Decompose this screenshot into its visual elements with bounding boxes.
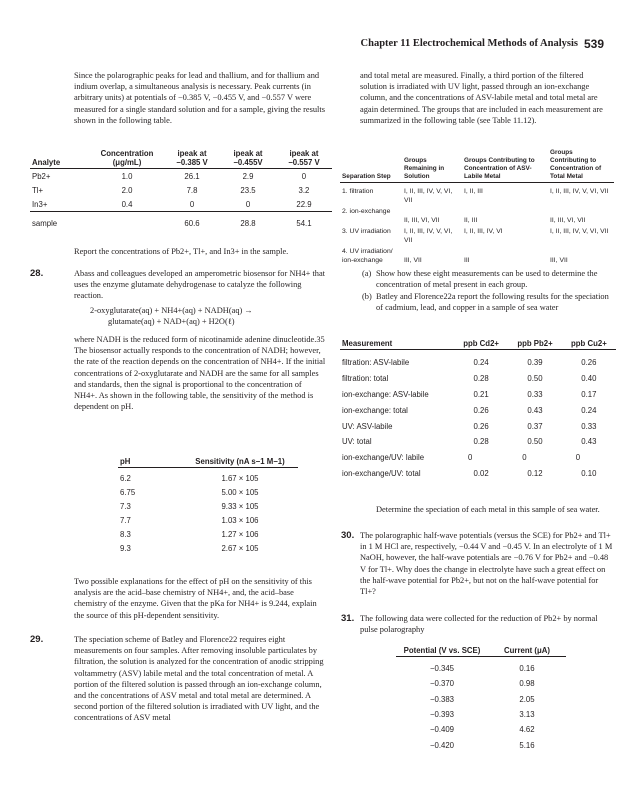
table-row: filtration: ASV-labile 0.24 0.39 0.26	[342, 358, 597, 368]
table1-header-ipeak3: ipeak at −0.557 V	[288, 149, 320, 167]
table1-header-ipeak1: ipeak at −0.385 V	[176, 149, 208, 167]
table-row: 2. ion-exchange II, III, VI, VII II, III II, III, VI, VII	[342, 208, 586, 224]
speciation-instruction: Determine the speciation of each metal in this sample of sea water.	[376, 505, 600, 514]
reaction-equation-line1: 2-oxyglutarate(aq) + NH4+(aq) + NADH(aq) →	[90, 306, 253, 315]
table-row: UV: ASV-labile 0.26 0.37 0.33	[342, 421, 597, 431]
problem-number-29: 29.	[30, 634, 44, 645]
table3-header-asv: Groups Contributing to Concentration of ASV- Labile Metal	[464, 157, 535, 180]
table-row: ion-exchange/UV: total 0.02 0.12 0.10	[342, 468, 597, 478]
table1-header-analyte: Analyte	[32, 158, 61, 167]
table-row: sample 60.6 28.8 54.1	[30, 212, 332, 231]
problem-30-text: The polarographic half-wave potentials (versus the SCE) for Pb2+ and Tl+ in 1 M HCl are, respectively, −0.44 V and −0.45 V. In an electrolyte of 1 M NaOH, however, the half-wave potentials are −0.76 V for Pb2+ and −0.48 V for Tl+. Why does the change in electrolyte have such a great effect on the half-wave potential for Pb2+, but not on the half-wave potential for Tl+?	[360, 531, 613, 597]
intro-paragraph: Since the polarographic peaks for lead and thallium, and for thallium and indium overlap, a simultaneous analysis is necessary. Peak currents (in arbitrary units) at potentials of −0.385 V, −0.455 V, and −0.557 V were measured for a single standard solution and for a sample, giving the results shown in the following table.	[74, 71, 325, 125]
page-number: 539	[584, 37, 605, 51]
table-row: In3+ 0.4 0 0 22.9	[32, 199, 312, 209]
table-row: −0.345 0.16	[429, 664, 535, 674]
table-row: ion-exchange: ASV-labile 0.21 0.33 0.17	[342, 389, 597, 399]
table-row: 6.2 1.67 × 105	[120, 473, 259, 483]
table-row: 7.7 1.03 × 106	[120, 515, 259, 525]
problem-number-28: 28.	[30, 268, 44, 279]
table-seawater-speciation	[340, 338, 616, 481]
problem-number-30: 30.	[341, 530, 355, 541]
table-row: −0.393 3.13	[429, 710, 535, 720]
table1-header-concentration: Concentration (μg/mL)	[100, 149, 154, 167]
table-row: 1. filtration I, II, III, IV, V, VI, VII I, II, III I, II, III, IV, V, VI, VII	[342, 188, 609, 204]
table5-header-current: Current (μA)	[504, 646, 550, 655]
table4-header-measurement: Measurement	[342, 339, 393, 348]
table-row: −0.383 2.05	[429, 694, 535, 704]
table-speciation-groups	[340, 148, 614, 266]
table3-header-remaining: Groups Remaining in Solution	[404, 157, 445, 180]
question-b-text: Batley and Florence22a report the following results for the speciation of cadmium, lead, and copper in a sample of sea water	[376, 292, 609, 313]
table-row: 6.75 5.00 × 105	[120, 487, 259, 497]
table-row: filtration: total 0.28 0.50 0.40	[342, 374, 597, 384]
table-row: 3. UV irradiation I, II, III, IV, V, VI, VII I, II, III, IV, VI I, II, III, IV, V, VI, VII	[342, 228, 609, 244]
problem-28-question: Two possible explanations for the effect of pH on the sensitivity of this analysis are the acid–base chemistry of NH4+, and, the acid–base chemistry of the enzyme. Given that the pKa for NH4+ is 9.244, explain the source of this pH-dependent sensitivity.	[74, 577, 317, 620]
question-b-label: (b)	[362, 292, 372, 301]
table-sensitivity	[118, 456, 298, 555]
table-pulse-polarography	[396, 645, 566, 753]
table-row: 8.3 1.27 × 106	[120, 529, 259, 539]
table-row: 9.3 2.67 × 105	[120, 543, 259, 553]
reaction-equation-line2: glutamate(aq) + NAD+(aq) + H2O(ℓ)	[108, 317, 235, 326]
table-row: ion-exchange/UV: labile 0 0 0	[342, 453, 581, 463]
table-row: −0.370 0.98	[429, 679, 535, 689]
question-a-text: Show how these eight measurements can be used to determine the concentration of metal present in each group.	[376, 269, 598, 290]
question-a-label: (a)	[362, 269, 372, 278]
table3-header-step: Separation Step	[342, 173, 391, 180]
problem-29-continued: and total metal are measured. Finally, a third portion of the filtered solution is irradiated with UV light, passed through an ion-exchange column, and the concentrations of ASV-labile metal and total metal are again determined. The groups that are included in each measurement are summarized in the following table (see Table 11.12).	[360, 71, 603, 125]
table2-header-ph: pH	[120, 457, 131, 466]
table2-header-sensitivity: Sensitivity (nA s−1 M−1)	[195, 457, 285, 466]
table-peak-currents	[30, 148, 332, 230]
table-row: UV: total 0.28 0.50 0.43	[342, 437, 597, 447]
running-header	[348, 38, 578, 49]
report-instruction: Report the concentrations of Pb2+, Tl+, and In3+ in the sample.	[74, 247, 289, 256]
problem-29-text: The speciation scheme of Batley and Florence22 requires eight measurements on four samples. After removing insoluble particulates by filtration, the solution is analyzed for the concentration of anodic stripping voltammetry (ASV) labile metal and the total concentration of metal. A portion of the filtered solution is passed through an ion-exchange column, and the concentrations of ASV metal and total metal are determined. A second portion of the filtered solution is irradiated with UV light, and the concentrations of ASV metal	[74, 635, 324, 723]
table1-header-ipeak2: ipeak at −0.455V	[233, 149, 263, 167]
problem-28-text-continued: where NADH is the reduced form of nicotinamide adenine dinucleotide.35 The biosensor actually responds to the concentration of NADH; however, the rate of the reaction depends on the concentration of NH4+. If the initial concentrations of 2-oxyglutarate and NADH are the same for all samples and standards, then the signal is proportional to the concentration of NH4+. As shown in the following table, the sensitivity of the method is dependent on pH.	[74, 335, 326, 412]
chapter-title: Chapter 11 Electrochemical Methods of Analysis	[360, 38, 578, 49]
problem-31-text: The following data were collected for the reduction of Pb2+ by normal pulse polarography	[360, 614, 598, 635]
table-row: ion-exchange: total 0.26 0.43 0.24	[342, 405, 597, 415]
problem-28-text: Abass and colleagues developed an amperometric biosensor for NH4+ that uses the enzyme glutamate dehydrogenase to catalyze the following reaction.	[74, 269, 326, 301]
table-row: Tl+ 2.0 7.8 23.5 3.2	[32, 185, 310, 195]
table4-header-cu: ppb Cu2+	[571, 339, 607, 348]
table-row: 7.3 9.33 × 105	[120, 501, 259, 511]
table-row: −0.409 4.62	[429, 725, 535, 735]
table4-header-pb: ppb Pb2+	[517, 339, 553, 348]
table5-header-potential: Potential (V vs. SCE)	[403, 646, 481, 655]
table3-header-total: Groups Contributing to Concentration of Total Metal	[550, 149, 602, 180]
problem-number-31: 31.	[341, 613, 355, 624]
table-row: −0.420 5.16	[429, 740, 535, 750]
table-row: Pb2+ 1.0 26.1 2.9 0	[32, 171, 307, 181]
table4-header-cd: ppb Cd2+	[463, 339, 499, 348]
table-row: 4. UV irradiation/ ion-exchange III, VII III III, VII	[342, 248, 568, 264]
